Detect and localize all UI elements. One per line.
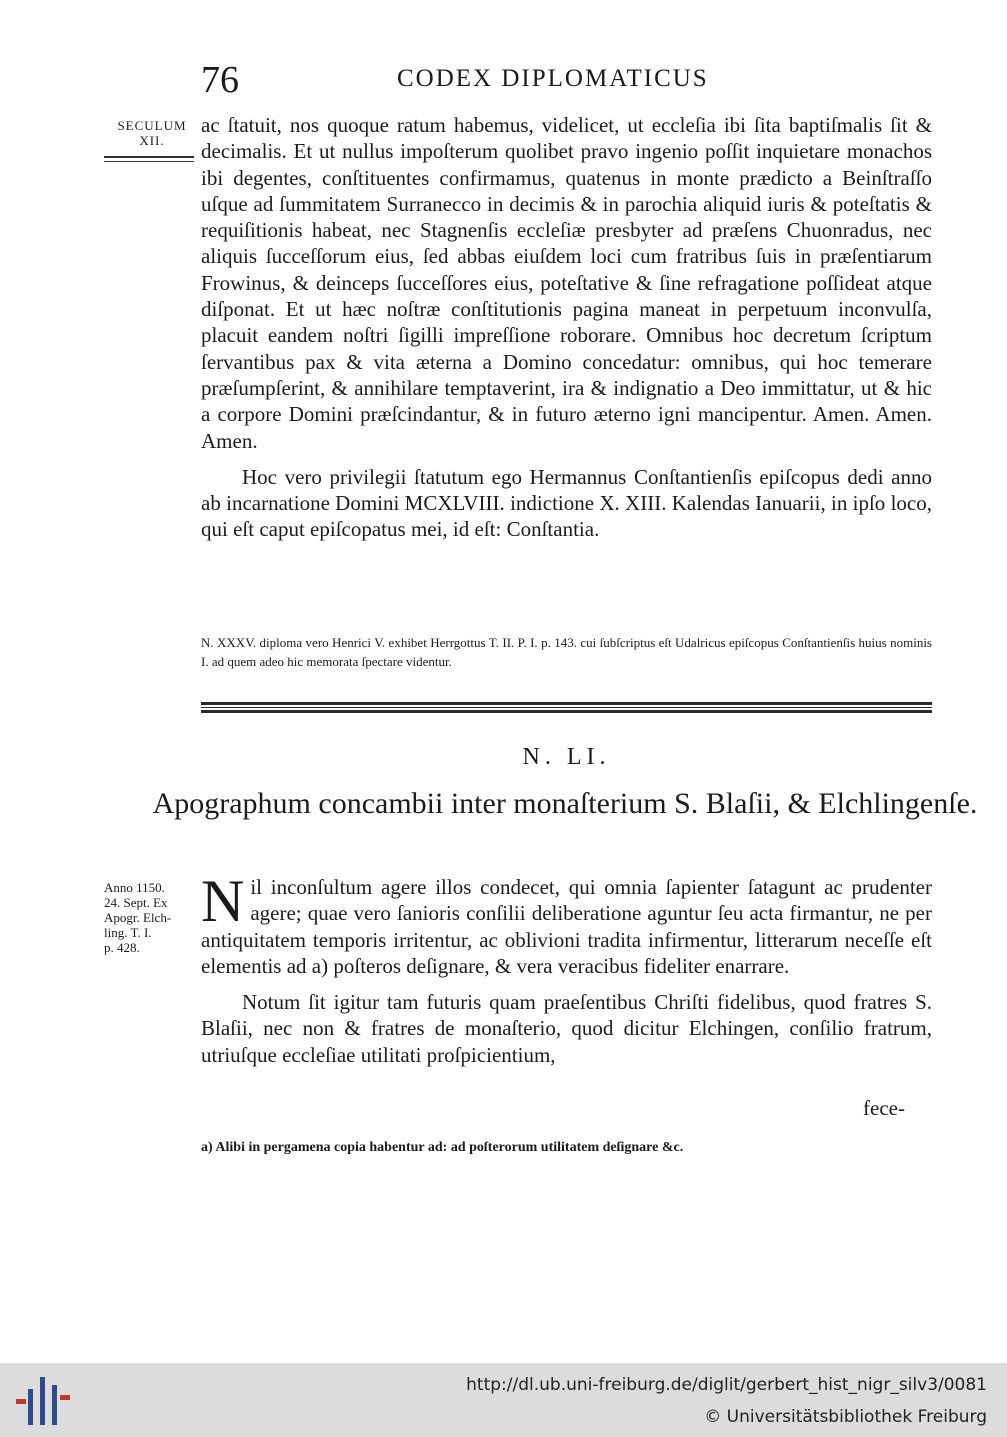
margin-note-seculum: SECULUM XII. [117,118,187,148]
paragraph-opening [201,868,932,979]
ub-freiburg-logo-icon[interactable] [14,1377,74,1425]
catchword: fece- [863,1096,905,1120]
running-title: CODEX DIPLOMATICUS [397,65,709,92]
footer-copyright: © Universitätsbibliothek Freiburg [704,1407,987,1427]
footnote-xxxv: N. XXXV. diploma vero Henrici V. exhibet Herrgottus T. II. P. I. p. 143. cui ſubſcriptus eſt Udalricus epiſcopus Conſtantienſis huius nominis I. ad quem adeo hic memorata ſpectare videntur. [201,635,932,669]
margin-note-anno: Anno 1150. 24. Sept. Ex Apogr. Elch- ling. T. I. p. 428. [104,880,172,955]
page-number: 76 [201,59,239,101]
margin-rule [104,156,194,158]
text-block-document [201,868,932,1068]
footer-bar [0,1363,1007,1437]
footnote-a: a) Alibi in pergamena copia habentur ad: ad poſterorum utilitatem deſignare &c. [201,1140,684,1155]
text-block-continuation [201,112,932,543]
document-title: Apographum concambii inter monaſterium S. Blaſii, & Elchlingenſe. [152,787,978,820]
paragraph: ac ſtatuit, nos quoque ratum habemus, videlicet, ut eccleſia ibi ſita baptiſmalis ſit & decimalis. Et ut nullus impoſterum quolibet pravo ingenio poſſit inquietare monachos ibi degentes, conſtituentes confirmamus, quatenus in monte prædicto a Beinſtraſſo uſque ad ſummitatem Surranecco in decimis & in parochia aliquid iuris & poteſtatis & requiſitionis habeat, nec Stagnenſis eccleſiæ presbyter ad præſens Chuonradus, nec aliquis ſucceſſorum eius, ſed abbas eiuſdem loci cum fratribus ſuis in præſentiarum Frowinus, & deinceps ſucceſſores eius, poteſtative & ſine refragatione poſſideat atque diſponat. Et ut hæc noſtræ conſtitutionis pagina maneat in perpetuum inconvulſa, placuit eandem noſtri ſigilli impreſſione roborare. Omnibus hoc decretum ſcriptum ſervantibus pax & vita æterna a Domino concedatur: omnibus, qui hoc temerare præſumpſerint, & annihilare temptaverint, ira & indignatio a Deo immittatur, ut & hic a corpore Domini præſcindantur, & in futuro æterno igni mancipentur. Amen. Amen. Amen. [201,113,932,453]
paragraph-dating: Hoc vero privilegii ſtatutum ego Hermannus Conſtantienſis epiſcopus dedi anno ab incarnatione Domini MCXLVIII. indictione X. XIII. Kalendas Ianuarii, in ipſo loco, qui eſt caput epiſcopatus mei, id eſt: Conſtantia. [201,464,932,542]
margin-rule [104,161,194,162]
document-number: N. LI. [522,744,611,770]
section-divider [201,702,932,715]
paragraph: Notum ſit igitur tam futuris quam praeſentibus Chriſti fidelibus, quod fratres S. Blaſii, nec non & fratres de monaſterio, quod dicitur Elchingen, conſilio fratrum, utriuſque eccleſiae utilitati proſpicientium, [201,990,932,1067]
drop-cap: N [201,868,245,934]
footer-url-link[interactable]: http://dl.ub.uni-freiburg.de/diglit/gerbert_hist_nigr_silv3/0081 [466,1375,987,1395]
paragraph-opening-text: il inconſultum agere illos condecet, qui omnia ſapienter ſatagunt ac prudenter agere; quae vero ſanioris conſilii deliberatione aguntur ſeu acta firmantur, ne per antiquitatem temporis irritentur, ac oblivioni tradita infirmentur, litterarum neceſſe eſt elementis ad a) poſteros deſignare, & vera veracibus fideliter enarrare. [201,875,932,978]
